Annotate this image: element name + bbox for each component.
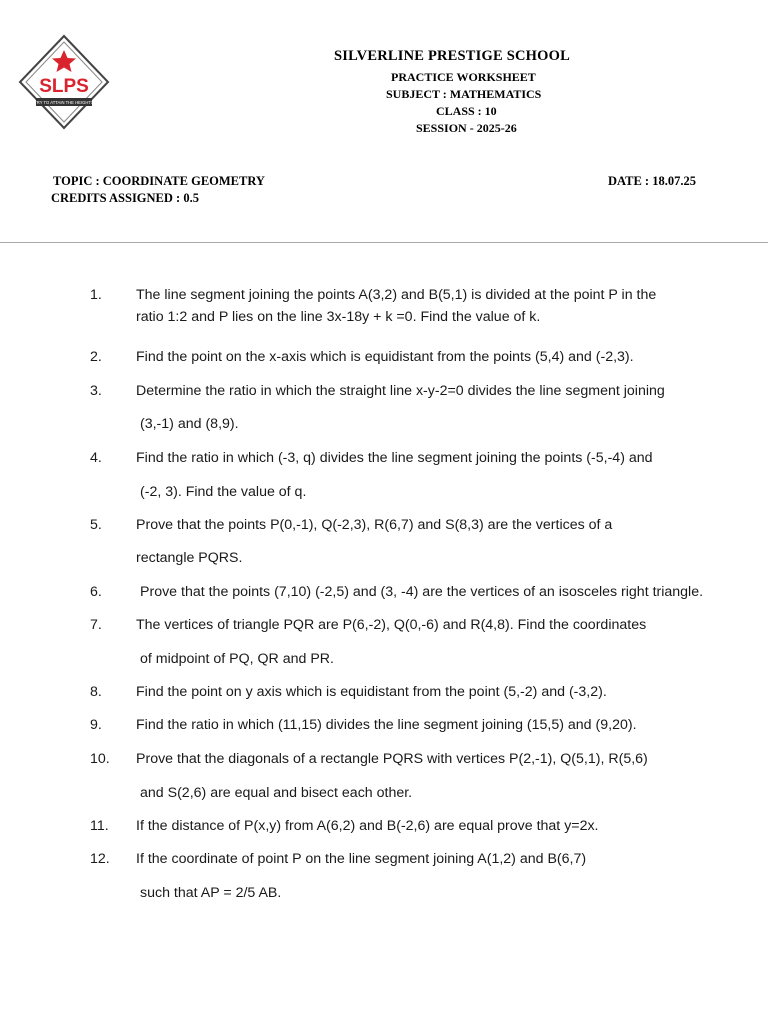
date-label: DATE : 18.07.25 <box>608 174 696 188</box>
question-number: 11. <box>90 818 109 834</box>
worksheet-title: PRACTICE WORKSHEET <box>391 70 536 84</box>
question-text: Find the ratio in which (11,15) divides the line segment joining (15,5) and (9,20). <box>136 717 637 733</box>
question-number: 8. <box>90 684 102 700</box>
question-text: The vertices of triangle PQR are P(6,-2), Q(0,-6) and R(4,8). Find the coordinates <box>136 617 647 633</box>
question-text: Find the ratio in which (-3, q) divides the line segment joining the points (-5,-4) and <box>136 450 653 466</box>
question-text: If the coordinate of point P on the line segment joining A(1,2) and B(6,7) <box>136 851 587 867</box>
question-number: 1. <box>90 287 102 303</box>
question-text: such that AP = 2/5 AB. <box>140 885 282 901</box>
question-number: 5. <box>90 517 102 533</box>
question-text: Find the point on y axis which is equidistant from the point (5,-2) and (-3,2). <box>136 684 607 700</box>
question-text: rectangle PQRS. <box>136 550 243 566</box>
credits-label: CREDITS ASSIGNED : 0.5 <box>51 191 199 205</box>
question-number: 3. <box>90 383 102 399</box>
question-number: 12. <box>90 851 110 867</box>
question-number: 6. <box>90 584 102 600</box>
question-number: 4. <box>90 450 102 466</box>
question-text: (-2, 3). Find the value of q. <box>140 484 307 500</box>
topic-label: TOPIC : COORDINATE GEOMETRY <box>53 174 265 188</box>
question-number: 2. <box>90 349 102 365</box>
question-text: Determine the ratio in which the straight line x-y-2=0 divides the line segment joining <box>136 383 665 399</box>
question-number: 10. <box>90 751 110 767</box>
subject-line: SUBJECT : MATHEMATICS <box>386 87 542 101</box>
question-number: 7. <box>90 617 102 633</box>
question-text: (3,-1) and (8,9). <box>140 416 239 432</box>
divider <box>0 242 768 243</box>
school-logo <box>16 32 112 132</box>
question-text: The line segment joining the points A(3,2) and B(5,1) is divided at the point P in the <box>136 287 657 303</box>
question-text: If the distance of P(x,y) from A(6,2) and B(-2,6) are equal prove that y=2x. <box>136 818 599 834</box>
question-number: 9. <box>90 717 102 733</box>
logo-motto: TRY TO ATTAIN THE HEIGHTS <box>34 100 94 105</box>
question-text: Prove that the diagonals of a rectangle PQRS with vertices P(2,-1), Q(5,1), R(5,6) <box>136 751 648 767</box>
question-text: ratio 1:2 and P lies on the line 3x-18y + k =0. Find the value of k. <box>136 309 541 325</box>
question-text: Prove that the points P(0,-1), Q(-2,3), R(6,7) and S(8,3) are the vertices of a <box>136 517 613 533</box>
question-text: Prove that the points (7,10) (-2,5) and (3, -4) are the vertices of an isosceles right triangle. <box>140 584 704 600</box>
class-line: CLASS : 10 <box>436 104 497 118</box>
session-line: SESSION - 2025-26 <box>416 121 517 135</box>
school-name: SILVERLINE PRESTIGE SCHOOL <box>334 48 570 64</box>
question-text: Find the point on the x-axis which is equidistant from the points (5,4) and (-2,3). <box>136 349 634 365</box>
question-text: of midpoint of PQ, QR and PR. <box>140 651 334 667</box>
logo-abbr: SLPS <box>39 76 89 97</box>
question-text: and S(2,6) are equal and bisect each other. <box>140 785 413 801</box>
